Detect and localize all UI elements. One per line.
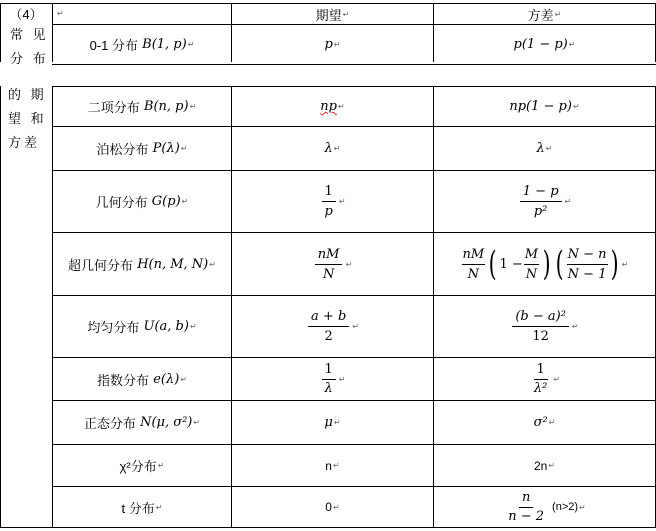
- paragraph-mark: ↵: [338, 102, 345, 111]
- distribution-name: 均匀分布: [87, 320, 140, 335]
- paragraph-mark: ↵: [333, 144, 341, 153]
- side-label-line2: 分 布: [10, 51, 49, 66]
- variance-fraction-1: [462, 247, 486, 282]
- distribution-notation: B(n, p): [143, 99, 189, 114]
- table-row-chisquare-variance: [434, 445, 655, 486]
- table-row-uniform-name: [53, 296, 231, 357]
- paragraph-mark: ↵: [342, 9, 350, 19]
- table-row-poisson-expectation: [232, 127, 433, 170]
- expectation-value: n: [325, 458, 332, 473]
- paragraph-mark: ↵: [155, 502, 163, 512]
- variance-value: 2n: [533, 458, 548, 473]
- variance-condition: (n>2): [552, 501, 579, 513]
- table-row-hypergeometric-expectation: [232, 233, 433, 295]
- distribution-name: χ²分布: [119, 459, 157, 474]
- distribution-name: 二项分布: [87, 100, 140, 115]
- fraction-denominator: N − 1: [567, 266, 607, 282]
- paragraph-mark: ↵: [579, 502, 586, 512]
- distribution-name: 泊松分布: [96, 142, 149, 157]
- distribution-notation: P(λ): [152, 141, 180, 156]
- table-row-uniform-expectation: [232, 296, 433, 357]
- header-expectation: [232, 4, 433, 24]
- table-row-t-expectation: [232, 487, 433, 527]
- table-row-exponential-name: [53, 358, 231, 400]
- variance-value: λ: [536, 141, 545, 156]
- paragraph-mark: ↵: [621, 259, 629, 269]
- fraction-denominator: n − 2: [508, 508, 545, 524]
- expectation-value: λ: [324, 141, 333, 156]
- table-row-normal-variance: [434, 401, 655, 444]
- paragraph-mark: ↵: [568, 40, 576, 49]
- expectation-value: p: [324, 37, 333, 52]
- side-label-line1: 常 见: [10, 27, 49, 42]
- paragraph-mark: ↵: [338, 197, 346, 206]
- fraction-numerator: 1: [322, 363, 336, 380]
- fraction-denominator: p: [324, 204, 333, 219]
- fraction-denominator: N: [525, 266, 538, 282]
- fraction-denominator: λ²: [533, 380, 548, 396]
- table-row-chisquare-expectation: [232, 445, 433, 486]
- paragraph-mark: ↵: [338, 374, 346, 384]
- distribution-name: t 分布: [121, 500, 155, 516]
- header-variance: [434, 4, 655, 24]
- table-row-geometric-expectation: [232, 171, 433, 232]
- paragraph-mark: ↵: [352, 322, 359, 331]
- expectation-fraction: [308, 309, 349, 344]
- header-expectation-label: 期望: [315, 7, 342, 23]
- paragraph-mark: ↵: [209, 259, 216, 269]
- fraction-denominator: λ: [324, 380, 333, 396]
- paragraph-mark: ↵: [333, 40, 341, 49]
- table-row-geometric-name: [53, 171, 231, 232]
- distribution-notation: N(μ, σ²): [140, 415, 193, 430]
- side-label-line3: 的 期: [8, 87, 47, 102]
- fraction-denominator: 2: [324, 329, 333, 344]
- paragraph-mark: ↵: [545, 144, 553, 153]
- fraction-numerator: 1 − p: [520, 184, 562, 202]
- table-row-hypergeometric-name: [53, 233, 231, 295]
- paragraph-mark: ↵: [57, 8, 64, 18]
- distribution-name: 正态分布: [83, 416, 136, 431]
- paragraph-mark: ↵: [189, 102, 197, 111]
- expectation-fraction: [315, 247, 343, 282]
- paragraph-mark: ↵: [187, 40, 195, 49]
- paragraph-mark: ↵: [181, 197, 189, 206]
- distribution-name: 几何分布: [95, 195, 148, 210]
- table-row-exponential-expectation: [232, 358, 433, 400]
- variance-expression: $\frac{nM}{N}$ ( 1 − $\frac{M}{N}$ ) ( $\frac{N - n}{N - 1}$ ): [462, 244, 619, 284]
- paragraph-mark: ↵: [180, 374, 187, 384]
- variance-one-minus: 1 −: [499, 256, 523, 272]
- fraction-numerator: a + b: [308, 309, 349, 327]
- distribution-notation: e(λ): [153, 371, 180, 387]
- fraction-denominator: 12: [532, 329, 549, 344]
- paragraph-mark: ↵: [572, 102, 580, 111]
- side-label-top: [10, 23, 49, 71]
- table-row-geometric-variance: [434, 171, 655, 232]
- fraction-numerator: nM: [315, 247, 343, 265]
- paragraph-mark: ↵: [345, 259, 353, 269]
- table-row-hypergeometric-variance: [434, 233, 655, 295]
- paragraph-mark: ↵: [180, 144, 188, 153]
- fraction-numerator: (b − a)²: [512, 309, 569, 327]
- side-label-line4: 望 和: [8, 111, 47, 126]
- distribution-name: 指数分布: [97, 372, 150, 388]
- table-row-t-name: [53, 487, 231, 527]
- paragraph-mark: ↵: [548, 461, 556, 470]
- section-number: [2, 4, 50, 22]
- paragraph-mark: ↵: [332, 502, 340, 512]
- variance-fraction-3: [567, 247, 608, 282]
- paragraph-mark: ↵: [157, 461, 165, 470]
- table-row-poisson-variance: [434, 127, 655, 170]
- table-row-uniform-variance: [434, 296, 655, 357]
- expectation-fraction: [322, 363, 336, 396]
- paragraph-mark: ↵: [193, 418, 201, 427]
- fraction-numerator: 1: [322, 184, 336, 202]
- distribution-notation: G(p): [151, 194, 181, 209]
- paragraph-mark: ↵: [548, 418, 556, 427]
- variance-fraction: [512, 309, 569, 344]
- fraction-numerator: M: [524, 247, 539, 265]
- fraction-numerator: N − n: [567, 247, 608, 265]
- paragraph-mark: ↵: [332, 461, 340, 470]
- variance-value: σ²: [533, 415, 548, 430]
- variance-value: p(1 − p): [513, 37, 568, 52]
- table-row-poisson-name: [53, 127, 231, 170]
- section-number-text: （4）: [9, 6, 43, 22]
- table-row-binomial-variance: [434, 87, 655, 126]
- fraction-denominator: N: [467, 266, 480, 282]
- expectation-value: μ: [324, 415, 333, 430]
- table-row-chisquare-name: [53, 445, 231, 486]
- table-row-bernoulli-variance: [434, 25, 655, 64]
- variance-fraction: [531, 363, 550, 396]
- side-label-bottom: [8, 83, 47, 155]
- fraction-denominator: p²: [533, 204, 548, 219]
- table-row-exponential-variance: [434, 358, 655, 400]
- fraction-denominator: N: [322, 266, 335, 282]
- table-row-normal-name: [53, 401, 231, 444]
- header-variance-label: 方差: [527, 7, 554, 23]
- table-row-bernoulli-name: [53, 25, 231, 64]
- table-row-bernoulli-expectation: [232, 25, 433, 64]
- distribution-name: 超几何分布: [68, 257, 134, 273]
- distribution-notation: H(n, M, N): [137, 256, 209, 272]
- paragraph-mark: ↵: [553, 374, 561, 384]
- variance-value: np(1 − p): [509, 99, 572, 114]
- variance-fraction-2: [524, 247, 539, 282]
- variance-fraction: [520, 184, 562, 219]
- paragraph-mark: ↵: [554, 9, 562, 19]
- fraction-numerator: 1: [534, 363, 548, 380]
- fraction-numerator: nM: [462, 247, 486, 265]
- paragraph-mark: ↵: [564, 197, 572, 206]
- paragraph-mark: ↵: [333, 418, 341, 427]
- distribution-notation: B(1, p): [142, 37, 187, 52]
- distribution-name: 0-1 分布: [89, 38, 138, 53]
- table-row-normal-expectation: [232, 401, 433, 444]
- distribution-notation: U(a, b): [143, 319, 189, 334]
- table-row-binomial-name: [53, 87, 231, 126]
- expectation-value: 0: [325, 500, 332, 514]
- side-label-line5: 方差: [8, 135, 41, 150]
- table-row-binomial-expectation: [232, 87, 433, 126]
- expectation-value: np: [320, 99, 337, 114]
- fraction-numerator: n: [519, 491, 533, 508]
- expectation-fraction: [321, 184, 335, 219]
- table-row-t-variance: [434, 487, 655, 527]
- paragraph-mark: ↵: [571, 322, 579, 331]
- paragraph-mark: ↵: [189, 322, 197, 331]
- variance-fraction: [505, 491, 547, 524]
